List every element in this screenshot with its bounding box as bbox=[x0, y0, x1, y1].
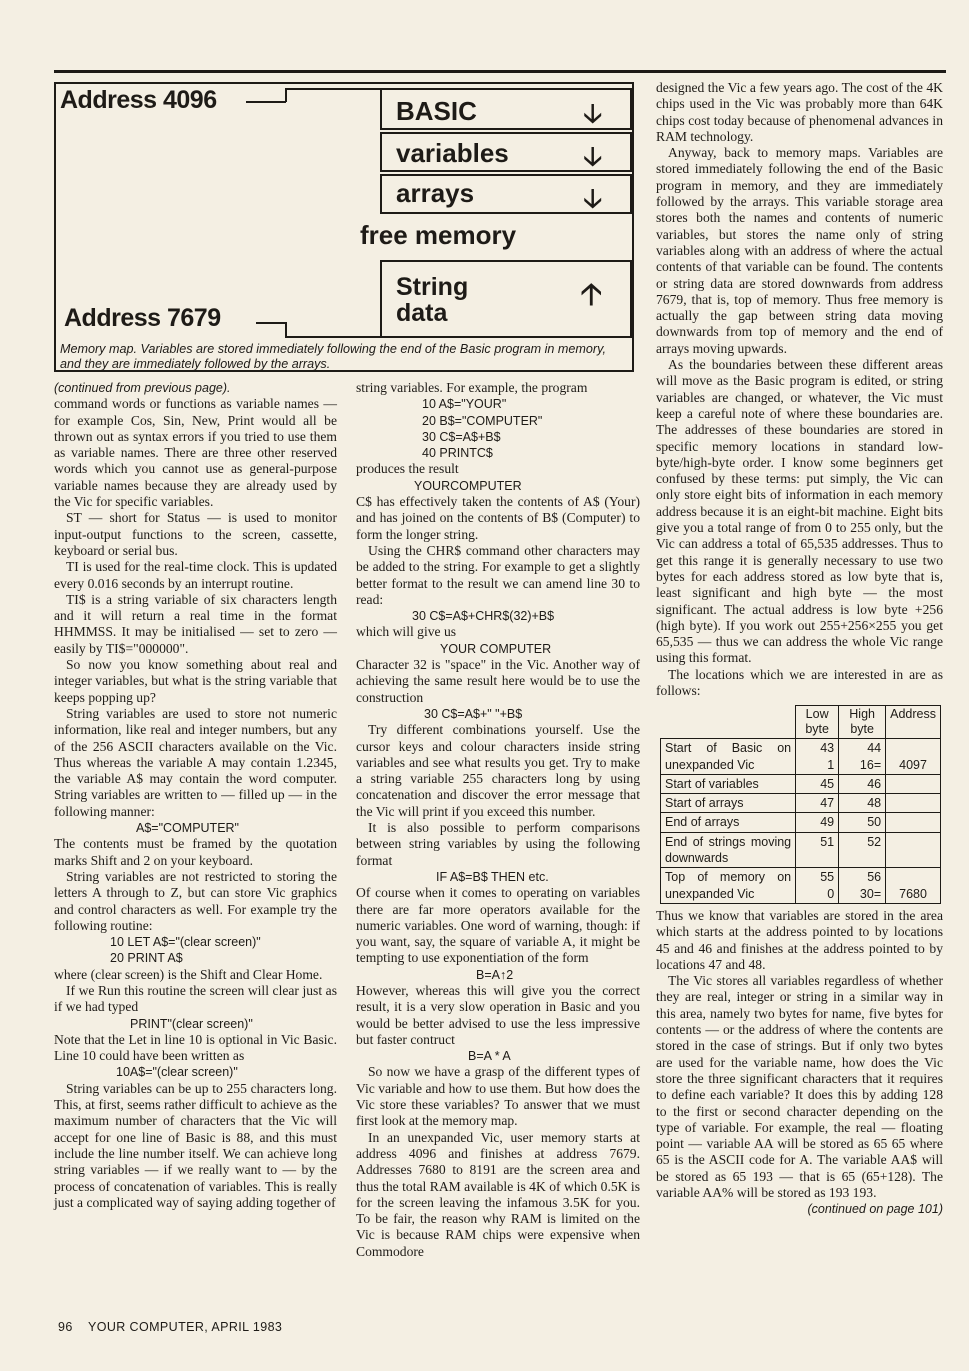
paragraph: designed the Vic a few years ago. The cost of the 4K chips used in the Vic was probably more than 64K chips cost today because of phenomenal advances in RAM technology. bbox=[656, 80, 943, 144]
paragraph: Of course when it comes to operating on variables there are far more operators available for the numeric variables. One word of warning, though: if you want, say, the square of variable A, it might be tempting to use exponentiation of the form bbox=[356, 885, 640, 966]
column-3 bbox=[656, 80, 943, 1218]
string-data-box bbox=[380, 260, 632, 338]
paragraph: which will give us bbox=[356, 624, 457, 640]
basic-label: BASIC bbox=[396, 96, 477, 126]
paragraph: The contents must be framed by the quotation marks Shift and 2 on your keyboard. bbox=[54, 836, 337, 868]
paragraph: command words or functions as variable names — for example Cos, Sin, New, Print would all be thrown out as syntax errors if you tried to use them as variable names. There are three other reserved words which you cannot use as general-purpose variable names because they are already used by the Vic for specific variables. bbox=[54, 396, 337, 510]
address-4096-label: Address 4096 bbox=[60, 86, 217, 114]
connector-line bbox=[256, 322, 286, 324]
column-1 bbox=[54, 380, 337, 1211]
code-line: 30 C$=A$+" "+B$ bbox=[424, 706, 523, 721]
free-memory-label: free memory bbox=[360, 220, 517, 250]
table-cell-address: 4097 bbox=[886, 739, 941, 775]
code-line: 10 LET A$="(clear screen)" bbox=[110, 935, 261, 950]
data-label: data bbox=[396, 299, 448, 327]
locations-table bbox=[660, 705, 941, 904]
table-cell-address bbox=[886, 794, 941, 813]
table-cell-low: 55 0 bbox=[796, 868, 839, 904]
paragraph: Thus we know that variables are stored in the area which starts at the address pointed to by locations 45 and 46 and finishes at the address pointed to by locations 47 and 48. bbox=[656, 907, 943, 972]
table-row bbox=[661, 794, 941, 813]
table-row bbox=[661, 868, 941, 904]
paragraph: Character 32 is "space" in the Vic. Another way of achieving the same result here would be to use the construction bbox=[356, 657, 640, 705]
top-rule bbox=[54, 70, 946, 73]
table-cell-label: Top of memory on unexpanded Vic bbox=[661, 868, 796, 904]
table-row bbox=[661, 813, 941, 832]
basic-box bbox=[380, 88, 632, 130]
paragraph: String variables can be up to 255 characters long. This, at first, seems rather difficult to achieve as the maximum number of characters that the Vic will accept for one line of Basic is 88, and this must include the line number itself. We can achieve long string variables — if we really want to — by the process of concatenation of variables. This is really just a complicated way of saying adding together of bbox=[54, 1080, 337, 1210]
code-line: PRINT"(clear screen)" bbox=[130, 1016, 253, 1031]
memory-map-figure bbox=[54, 82, 634, 372]
connector-line bbox=[285, 88, 380, 90]
arrays-label: arrays bbox=[396, 178, 475, 208]
column-2 bbox=[356, 380, 640, 1260]
table-cell-low: 51 bbox=[796, 832, 839, 868]
table-cell-label: End of arrays bbox=[661, 813, 796, 832]
paragraph: If we Run this routine the screen will clear just as if we had typed bbox=[54, 982, 337, 1015]
paragraph: The locations which we are interested in are as follows: bbox=[656, 666, 943, 698]
paragraph: Note that the Let in line 10 is optional in Vic Basic. Line 10 could have been written as bbox=[54, 1031, 337, 1064]
paragraph: In an unexpanded Vic, user memory starts at address 4096 and finishes at address 7679. Addresses 7680 to 8191 are the screen area and thus the total RAM available is 4K of which 0.5K is for the screen leaving the infamous 3.5K for you. To be fair, the reason why RAM is limited on the Vic is because RAM chips were expensive when Commodore bbox=[356, 1129, 640, 1259]
table-cell-high: 50 bbox=[839, 813, 886, 832]
arrow-up-icon: 🡡 bbox=[580, 278, 602, 311]
connector-line bbox=[246, 101, 286, 103]
page-footer: 96 YOUR COMPUTER, APRIL 1983 bbox=[58, 1320, 283, 1334]
paragraph: where (clear screen) is the Shift and Clear Home. bbox=[54, 966, 323, 982]
paragraph: Anyway, back to memory maps. Variables are stored immediately following the end of the Basic program in memory, and they are immediately followed by the arrays. This variable storage area stores both the names and contents of numeric variables, but stores the name only of string variables along with an address of where the actual contents of that variable can be found. The contents or string data are stored downwards from address 7679, that is, top of memory. Thus free memory is actually the gap between string data moving downwards from top of memory and the end of arrays moving upwards. bbox=[656, 145, 943, 356]
code-line: YOURCOMPUTER bbox=[414, 478, 522, 493]
table-row bbox=[661, 774, 941, 793]
table-cell-label: Start of variables bbox=[661, 774, 796, 793]
table-header: Address bbox=[886, 706, 941, 739]
paragraph: TI$ is a string variable of six characters length and it will return a real time in the format HHMMSS. It may be initialised — set to zero — easily by TI$="000000". bbox=[54, 591, 337, 656]
paragraph: Using the CHR$ command other characters may be added to the string. For example to get a slightly better format to the result we can amend line 30 to read: bbox=[356, 542, 640, 607]
variables-box bbox=[380, 132, 632, 172]
table-cell-address bbox=[886, 832, 941, 868]
paragraph: String variables are not restricted to storing the letters A through to Z, but can store Vic graphics and control characters as well. For example try the following routine: bbox=[54, 868, 337, 933]
table-row bbox=[661, 832, 941, 868]
code-line: IF A$=B$ THEN etc. bbox=[436, 869, 549, 884]
table-cell-address bbox=[886, 813, 941, 832]
table-cell-high: 56 30= bbox=[839, 868, 886, 904]
variables-label: variables bbox=[396, 138, 509, 168]
arrow-down-icon: 🡣 bbox=[583, 141, 602, 171]
code-line: 30 C$=A$+B$ bbox=[422, 429, 501, 444]
table-cell-low: 43 1 bbox=[796, 739, 839, 775]
connector-line bbox=[285, 88, 287, 102]
paragraph: TI is used for the real-time clock. This is updated every 0.016 seconds by an interrupt routine. bbox=[54, 559, 337, 591]
figure-caption: Memory map. Variables are stored immediately following the end of the Basic program in memory, and they are immediately followed by the arrays. bbox=[60, 342, 606, 371]
table-cell-low: 45 bbox=[796, 774, 839, 793]
paragraph: Try different combinations yourself. Use the cursor keys and colour characters inside string variables and see what results you get. Try to make a string variable 255 characters long by using concatenation and discover the error message that the Vic will print if you exceed this number. bbox=[356, 722, 640, 819]
paragraph: C$ has effectively taken the contents of A$ (Your) and has joined on the contents of B$ (Computer) to form the longer string. bbox=[356, 494, 640, 542]
code-line: 10 A$="YOUR" bbox=[422, 397, 507, 412]
code-line: A$="COMPUTER" bbox=[136, 821, 239, 836]
table-cell-address: 7680 bbox=[886, 868, 941, 904]
table-row bbox=[661, 739, 941, 775]
string-data-label bbox=[396, 274, 468, 326]
arrow-down-icon: 🡣 bbox=[583, 98, 602, 128]
paragraph: The Vic stores all variables regardless of whether they are real, integer or string in a similar way in this area, namely two bytes for name, five bytes for contents — or the address of where the contents are stored in the case of strings. But if only two bytes are used for the variable name, how does the Vic store the three significant characters that it requires to define each variable? It does this by adding 128 to the first or second character depending on the type of variable. For example, the real — floating point — variable AA will be stored as 65 65 where 65 is the ASCII code for A. The variable AA$ will be stored as 65 193 — that is 65 (65+128). The variable AA% will be stored as 193 193. bbox=[656, 973, 943, 1200]
paragraph: However, whereas this will give you the correct result, it is a very slow operation in Basic and you would be better advised to use the less impressive but faster contruct bbox=[356, 982, 640, 1047]
paragraph: String variables are used to store not numeric information, like real and integer numbers, but any of the 256 ASCII characters available on the Vic. Thus whereas the variable A may contain 1.2345, the variable A$ may contain the word computer. String variables are written to — filled up — in the following manner: bbox=[54, 705, 337, 819]
arrow-down-icon: 🡣 bbox=[583, 183, 602, 213]
table-cell-high: 52 bbox=[839, 832, 886, 868]
table-header-row bbox=[661, 706, 941, 739]
paragraph: As the boundaries between these different areas will move as the Basic program is edited, or string variables are changed, or whatever, the Vic must keep a careful note of where these boundaries are. The addresses of these boundaries are stored in specific memory locations in standard low-byte/high-byte order. I know some beginners get confused by these terms: put simply, the Vic can only store eight bits of information in each memory address because it is an eight-bit machine. Eight bits give you a total range of from 0 to 255 only, but the Vic can address a total of 65,535 addresses. Thus to get this range it is generally necessary to use two bytes for each address stored as low byte that is, least significant and high byte — the most significant. The actual address is low byte +256 (high byte). If you work out 255+256×255 you get 65,535 — thus we can address the whole Vic range using this format. bbox=[656, 357, 943, 666]
paragraph: So now we have a grasp of the different types of Vic variable and how to use them. But how does the Vic store these variables? To answer that we must first look at the memory map. bbox=[356, 1064, 640, 1129]
table-cell-high: 46 bbox=[839, 774, 886, 793]
continued-on-note: (continued on page 101) bbox=[807, 1202, 943, 1217]
paragraph: string variables. For example, the program bbox=[356, 380, 588, 395]
continued-from-note: (continued from previous page). bbox=[54, 381, 231, 395]
paragraph: produces the result bbox=[356, 461, 459, 477]
table-header bbox=[661, 706, 796, 739]
table-cell-address bbox=[886, 774, 941, 793]
table-cell-high: 44 16= bbox=[839, 739, 886, 775]
paragraph: So now you know something about real and integer variables, but what is the string variable that keeps popping up? bbox=[54, 657, 337, 705]
code-line: 30 C$=A$+CHR$(32)+B$ bbox=[412, 609, 555, 624]
code-line: 40 PRINTC$ bbox=[422, 446, 493, 461]
table-cell-label: Start of arrays bbox=[661, 794, 796, 813]
code-line: YOUR COMPUTER bbox=[440, 641, 552, 656]
code-line: 20 B$="COMPUTER" bbox=[422, 413, 543, 428]
table-cell-low: 49 bbox=[796, 813, 839, 832]
paragraph: ST — short for Status — is used to monitor input-output functions to the screen, cassette, keyboard or serial bus. bbox=[54, 510, 337, 558]
arrays-box bbox=[380, 174, 632, 214]
table-cell-label: Start of Basic on unexpanded Vic bbox=[661, 739, 796, 775]
table-cell-label: End of strings moving downwards bbox=[661, 832, 796, 868]
code-line: 20 PRINT A$ bbox=[110, 951, 183, 966]
table-cell-low: 47 bbox=[796, 794, 839, 813]
code-line: B=A↑2 bbox=[476, 967, 514, 982]
address-7679-label: Address 7679 bbox=[64, 304, 221, 332]
table-header: Low byte bbox=[796, 706, 839, 739]
connector-line bbox=[285, 336, 380, 338]
code-line: B=A * A bbox=[468, 1049, 511, 1064]
table-header: High byte bbox=[839, 706, 886, 739]
paragraph: It is also possible to perform comparisons between string variables by using the following format bbox=[356, 820, 640, 868]
string-label: String bbox=[396, 273, 469, 301]
table-cell-high: 48 bbox=[839, 794, 886, 813]
code-line: 10A$="(clear screen)" bbox=[116, 1065, 238, 1080]
